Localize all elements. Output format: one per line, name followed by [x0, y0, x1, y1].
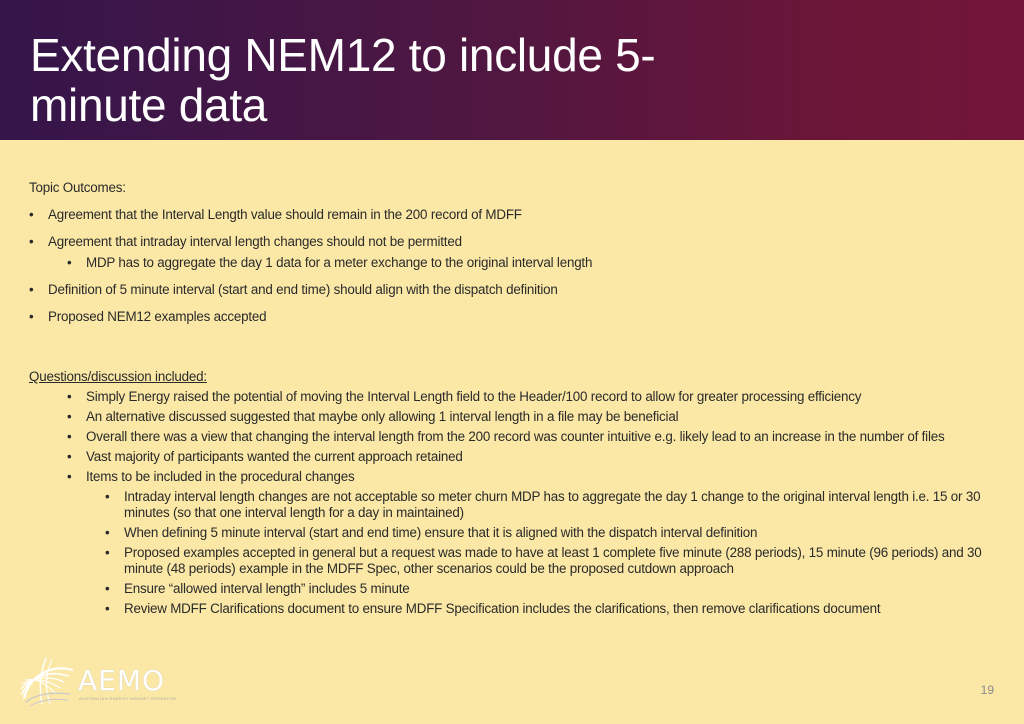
bullet-icon: • — [29, 207, 34, 222]
list-item: • An alternative discussed suggested that maybe only allowing 1 interval length in a file may be beneficial — [67, 409, 679, 424]
list-item: • Intraday interval length changes are not acceptable so meter churn MDP has to aggregate the day 1 change to the original interval length i.e. 15 or 30 minutes (so that one interval length for a day in maintained) — [105, 489, 981, 520]
list-item: • Review MDFF Clarifications document to ensure MDFF Specification includes the clarifications, then remove clarifications document — [105, 601, 881, 616]
list-item: • Proposed examples accepted in general but a request was made to have at least 1 complete five minute (288 periods), 15 minute (96 periods) and 30 minute (48 periods) example in the MDFF Spec, other scenarios could be the proposed cutdown approach — [105, 545, 982, 576]
bullet-icon: • — [67, 389, 72, 404]
logo-wordmark: AEMO — [78, 664, 166, 697]
title-banner — [0, 0, 1024, 140]
list-item: • Agreement that the Interval Length value should remain in the 200 record of MDFF — [29, 207, 522, 222]
list-item: • Vast majority of participants wanted the current approach retained — [67, 449, 463, 464]
bullet-icon: • — [67, 409, 72, 424]
procedural-changes-list — [29, 489, 989, 617]
page-number: 19 — [980, 683, 994, 697]
bullet-icon: • — [29, 309, 34, 324]
list-item: • Simply Energy raised the potential of moving the Interval Length field to the Header/100 record to allow for greater processing efficiency — [67, 389, 862, 404]
questions-list — [29, 389, 989, 485]
outcomes-heading: Topic Outcomes: — [29, 180, 126, 195]
slide-title: Extending NEM12 to include 5-minute data — [30, 29, 656, 131]
list-item: • MDP has to aggregate the day 1 data for a meter exchange to the original interval length — [67, 255, 593, 270]
bullet-icon: • — [67, 255, 72, 270]
list-item: • Ensure “allowed interval length” includes 5 minute — [105, 581, 410, 596]
bullet-icon: • — [67, 469, 72, 484]
outcomes-sublist — [29, 255, 989, 271]
outcomes-list — [29, 207, 989, 250]
list-item: • Definition of 5 minute interval (start and end time) should align with the dispatch definition — [29, 282, 558, 297]
logo-tagline: AUSTRALIAN ENERGY MARKET OPERATOR — [79, 696, 177, 701]
questions-heading: Questions/discussion included: — [29, 369, 207, 384]
slide-content — [29, 180, 989, 617]
bullet-icon: • — [67, 449, 72, 464]
bullet-icon: • — [29, 234, 34, 249]
aemo-logo — [16, 654, 176, 710]
bullet-icon: • — [105, 525, 110, 540]
bullet-icon: • — [105, 581, 110, 596]
bullet-icon: • — [67, 429, 72, 444]
bullet-icon: • — [29, 282, 34, 297]
list-item: • Items to be included in the procedural changes — [67, 469, 355, 484]
list-item: • When defining 5 minute interval (start and end time) ensure that it is aligned with the dispatch interval definition — [105, 525, 758, 540]
bullet-icon: • — [105, 489, 110, 504]
bullet-icon: • — [105, 601, 110, 616]
list-item: • Proposed NEM12 examples accepted — [29, 309, 267, 324]
list-item: • Agreement that intraday interval length changes should not be permitted — [29, 234, 462, 249]
list-item: • Overall there was a view that changing the interval length from the 200 record was counter intuitive e.g. likely lead to an increase in the number of files — [67, 429, 945, 444]
aemo-swirl-icon — [16, 654, 76, 710]
bullet-icon: • — [105, 545, 110, 560]
